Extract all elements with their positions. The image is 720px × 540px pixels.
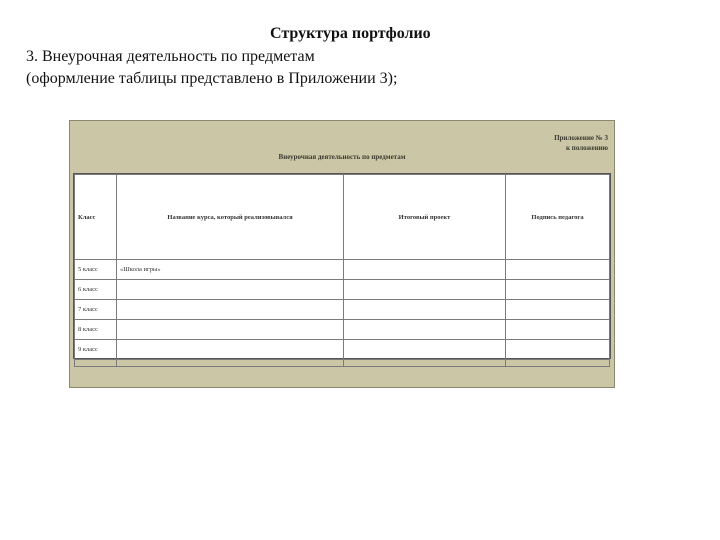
table-row [75, 280, 610, 300]
table-row [75, 300, 610, 320]
cell-class: 5 класс [75, 260, 117, 280]
table-container [73, 173, 611, 359]
table-header-row [75, 175, 610, 260]
cell-signature [506, 300, 610, 320]
cell-class: 8 класс [75, 320, 117, 340]
cell-empty [506, 360, 610, 367]
column-header-signature: Подпись педагога [506, 175, 610, 260]
cell-project [344, 280, 506, 300]
cell-course [117, 340, 344, 360]
cell-project [344, 340, 506, 360]
cell-signature [506, 260, 610, 280]
cell-course [117, 280, 344, 300]
table-row [75, 320, 610, 340]
cell-class: 7 класс [75, 300, 117, 320]
cell-empty [344, 360, 506, 367]
appendix-note-line: Приложение № 3 [554, 134, 608, 142]
body-text-line: 3. Внеурочная деятельность по предметам [26, 48, 315, 65]
column-header-course: Название курса, который реализовывался [117, 175, 344, 260]
table-row [75, 260, 610, 280]
cell-signature [506, 340, 610, 360]
cell-signature [506, 320, 610, 340]
document-image [69, 120, 615, 388]
column-header-project: Итоговый проект [344, 175, 506, 260]
cell-course [117, 300, 344, 320]
cell-empty [117, 360, 344, 367]
appendix-note-line: к положению [566, 144, 608, 152]
table-heading: Внеурочная деятельность по предметам [278, 153, 406, 161]
cell-class: 9 класс [75, 340, 117, 360]
cell-project [344, 260, 506, 280]
table-row [75, 340, 610, 360]
cell-empty [75, 360, 117, 367]
cell-signature [506, 280, 610, 300]
table-row-empty [75, 360, 610, 367]
page-title: Структура портфолио [270, 25, 431, 42]
cell-course [117, 320, 344, 340]
cell-project [344, 300, 506, 320]
cell-class: 6 класс [75, 280, 117, 300]
column-header-class: Класс [75, 175, 117, 260]
cell-course: «Школа игры» [117, 260, 344, 280]
appendix-note [554, 133, 608, 153]
cell-project [344, 320, 506, 340]
body-text-line: (оформление таблицы представлено в Приложении 3); [26, 70, 398, 87]
portfolio-table [74, 174, 610, 367]
